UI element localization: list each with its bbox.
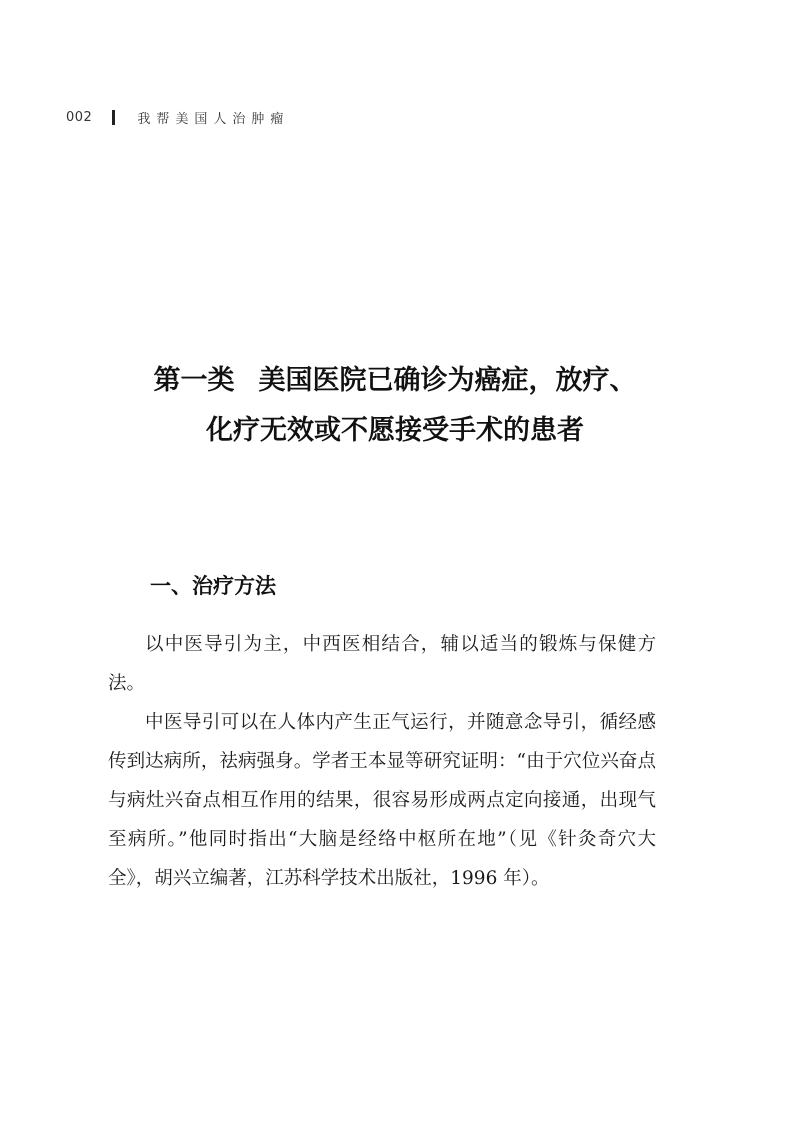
page-number: 002 (66, 109, 93, 125)
chapter-title-text-1: 美国医院已确诊为癌症，放疗、 (258, 365, 637, 397)
chapter-title-line-2: 化疗无效或不愿接受手术的患者 (206, 415, 584, 447)
chapter-title (90, 356, 700, 456)
section-heading: 一、治疗方法 (150, 574, 276, 599)
book-title: 我帮美国人治肿瘤 (137, 111, 290, 127)
body-text (108, 625, 656, 898)
header-divider-bar (112, 110, 115, 125)
chapter-label: 第一类 (153, 365, 235, 397)
chapter-title-line-1 (90, 356, 700, 406)
running-header (66, 106, 289, 128)
paragraph-1: 以中医导引为主，中西医相结合，辅以适当的锻炼与保健方法。 (108, 634, 656, 694)
paragraph-2: 中医导引可以在人体内产生正气运行，并随意念导引，循经感传到达病所，祛病强身。学者王本显等研究证明：“由于穴位兴奋点与病灶兴奋点相互作用的结果，很容易形成两点定向接通，出现气至病所。”他同时指出“大脑是经络中枢所在地”（见《针灸奇穴大全》，胡兴立编著，江苏科学技术出版社，1996 年）。 (108, 712, 656, 889)
